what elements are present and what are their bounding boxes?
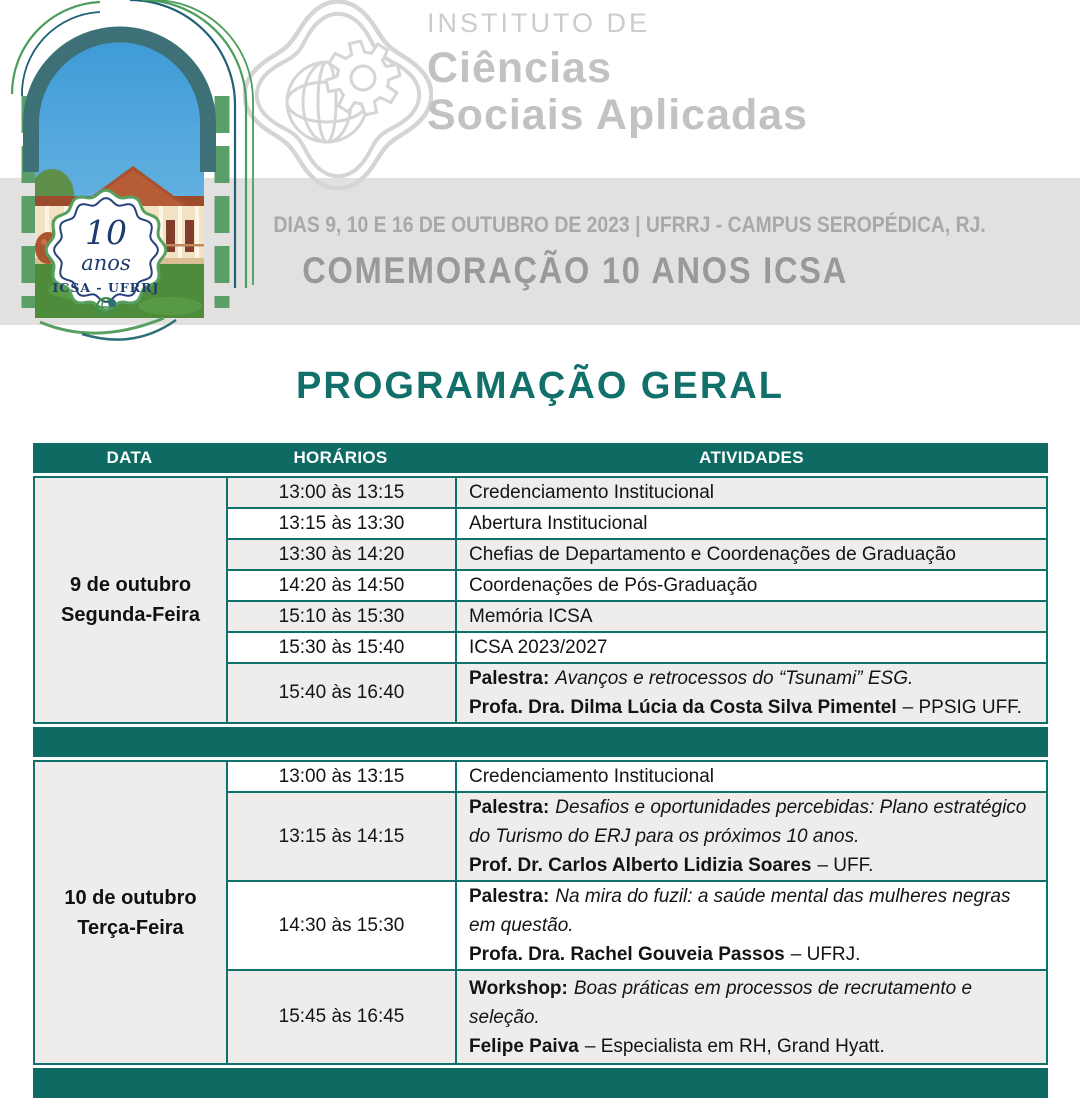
time-cell: 13:00 às 13:15: [228, 762, 457, 791]
time-cell: 13:30 às 14:20: [228, 540, 457, 569]
date-line2: Segunda-Feira: [61, 604, 200, 626]
institute-line2: Ciências: [427, 44, 612, 92]
table-header: [33, 443, 1048, 473]
activity-cell: Memória ICSA: [457, 602, 1046, 631]
quatrefoil-outer: [245, 2, 432, 189]
day-section-1: [33, 476, 1048, 724]
day2-rows: [228, 762, 1046, 1063]
time-cell: 15:10 às 15:30: [228, 602, 457, 631]
date-line1: 10 de outubro: [64, 886, 197, 909]
activity-label: Workshop:: [469, 977, 568, 999]
schedule-row: [228, 538, 1046, 569]
activity-label: Palestra:: [469, 668, 550, 689]
time-cell: 13:00 às 13:15: [228, 478, 457, 507]
schedule-row: [228, 969, 1046, 1063]
swoosh-green: [40, 318, 164, 333]
time-cell: 15:45 às 16:45: [228, 971, 457, 1063]
activity-richtext: [469, 974, 1034, 1061]
time-cell: 14:20 às 14:50: [228, 571, 457, 600]
schedule-row: [228, 569, 1046, 600]
section-separator-band: [33, 727, 1048, 757]
speaker-name: Profa. Dra. Rachel Gouveia Passos: [469, 944, 785, 965]
event-title: COMEMORAÇÃO 10 ANOS ICSA: [302, 250, 848, 291]
event-dates: DIAS 9, 10 E 16 DE OUTUBRO DE 2023 | UFRRJ - CAMPUS SEROPÉDICA, RJ.: [273, 212, 986, 237]
anniversary-badge: [24, 186, 189, 351]
schedule-row: [228, 478, 1046, 507]
time-cell: 15:40 às 16:40: [228, 664, 457, 722]
speaker-name: Profa. Dra. Dilma Lúcia da Costa Silva Pimentel: [469, 697, 897, 718]
speaker-name: Prof. Dr. Carlos Alberto Lidizia Soares: [469, 855, 812, 876]
activity-cell: [457, 882, 1046, 969]
speaker-affiliation: – UFF.: [817, 855, 874, 876]
bottom-band: [33, 1068, 1048, 1098]
day1-rows: [228, 478, 1046, 722]
activity-cell: ICSA 2023/2027: [457, 633, 1046, 662]
schedule-row: [228, 662, 1046, 722]
badge-word: anos: [81, 251, 131, 275]
icsa-emblem: [243, 0, 433, 190]
activity-label: Palestra:: [469, 797, 550, 818]
activity-title: Desafios e oportunidades percebidas: Plano estratégico do Turismo do ERJ para os próximos 10 anos.: [469, 797, 1027, 847]
date-cell-day1: [35, 478, 228, 722]
activity-cell: [457, 664, 1046, 722]
activity-cell: [457, 793, 1046, 880]
date-cell-day2: [35, 762, 228, 1063]
event-band: [225, 212, 986, 292]
speaker-affiliation: – Especialista em RH, Grand Hyatt.: [584, 1035, 885, 1057]
activity-richtext: [469, 664, 1022, 722]
schedule-row: [228, 507, 1046, 538]
time-cell: 13:15 às 13:30: [228, 509, 457, 538]
badge-number: 10: [85, 213, 127, 252]
activity-cell: [457, 971, 1046, 1063]
institute-line1: INSTITUTO DE: [427, 8, 651, 38]
activity-richtext: [469, 882, 1034, 969]
schedule-row: [228, 600, 1046, 631]
col-header-horarios: HORÁRIOS: [293, 448, 388, 467]
time-cell: 14:30 às 15:30: [228, 882, 457, 969]
schedule-row: [228, 791, 1046, 880]
activity-cell: Abertura Institucional: [457, 509, 1046, 538]
schedule-row: [228, 631, 1046, 662]
activity-cell: Chefias de Departamento e Coordenações de Graduação: [457, 540, 1046, 569]
day-section-2: [33, 760, 1048, 1065]
institute-wordmark: [427, 10, 808, 137]
speaker-name: Felipe Paiva: [469, 1035, 579, 1057]
col-header-data: DATA: [106, 448, 153, 467]
activity-cell: Credenciamento Institucional: [457, 478, 1046, 507]
speaker-affiliation: – UFRJ.: [790, 944, 861, 965]
activity-cell: Credenciamento Institucional: [457, 762, 1046, 791]
time-cell: 15:30 às 15:40: [228, 633, 457, 662]
schedule-row: [228, 762, 1046, 791]
activity-cell: Coordenações de Pós-Graduação: [457, 571, 1046, 600]
activity-title: Na mira do fuzil: a saúde mental das mulheres negras em questão.: [469, 886, 1011, 936]
badge-org: ICSA - UFRRJ: [52, 280, 160, 295]
schedule-table: [33, 443, 1048, 1098]
activity-title: Avanços e retrocessos do “Tsunami” ESG.: [555, 668, 914, 689]
institute-line3: Sociais Aplicadas: [427, 91, 809, 139]
time-cell: 13:15 às 14:15: [228, 793, 457, 880]
activity-title: Boas práticas em processos de recrutamento e seleção.: [469, 977, 973, 1028]
page-title: PROGRAMAÇÃO GERAL: [296, 365, 784, 407]
date-line1: 9 de outubro: [69, 574, 192, 596]
speaker-affiliation: – PPSIG UFF.: [902, 697, 1022, 718]
date-line2: Terça-Feira: [77, 916, 184, 939]
schedule-row: [228, 880, 1046, 969]
activity-richtext: [469, 793, 1034, 880]
col-header-atividades: ATIVIDADES: [699, 448, 804, 467]
activity-label: Palestra:: [469, 886, 550, 907]
